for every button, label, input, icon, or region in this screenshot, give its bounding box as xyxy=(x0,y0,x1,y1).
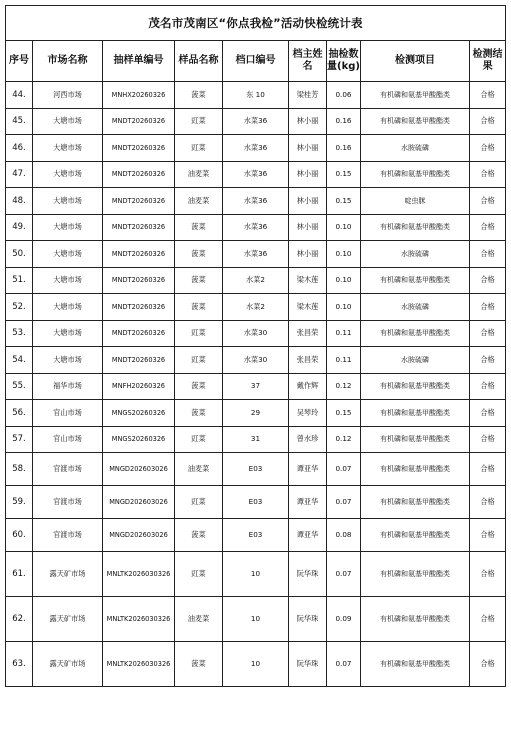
test-item: 有机磷和氨基甲酸酯类 xyxy=(361,453,470,486)
table-row xyxy=(6,267,506,294)
market-name: 河西市场 xyxy=(33,82,103,109)
header-owner: 档主姓名 xyxy=(289,41,327,82)
test-result: 合格 xyxy=(470,597,506,642)
owner-name: 梁木莲 xyxy=(289,267,327,294)
test-item: 有机磷和氨基甲酸酯类 xyxy=(361,642,470,687)
owner-name: 曾水珍 xyxy=(289,426,327,453)
table-row xyxy=(6,486,506,519)
sample-quantity: 0.16 xyxy=(327,135,361,162)
table-row xyxy=(6,552,506,597)
table-row xyxy=(6,320,506,347)
test-result: 合格 xyxy=(470,161,506,188)
market-name: 官山市场 xyxy=(33,426,103,453)
test-item: 有机磷和氨基甲酸酯类 xyxy=(361,400,470,427)
test-item: 啶虫脒 xyxy=(361,188,470,215)
row-number: 50. xyxy=(6,241,33,268)
sample-quantity: 0.07 xyxy=(327,642,361,687)
table-row xyxy=(6,597,506,642)
row-number: 58. xyxy=(6,453,33,486)
test-result: 合格 xyxy=(470,426,506,453)
test-item: 有机磷和氨基甲酸酯类 xyxy=(361,486,470,519)
stall-number: 水菜36 xyxy=(223,241,289,268)
sample-quantity: 0.15 xyxy=(327,188,361,215)
header-stall: 档口编号 xyxy=(223,41,289,82)
table-row xyxy=(6,294,506,321)
row-number: 53. xyxy=(6,320,33,347)
sample-quantity: 0.08 xyxy=(327,519,361,552)
table-row xyxy=(6,347,506,374)
test-item: 有机磷和氨基甲酸酯类 xyxy=(361,552,470,597)
sample-code: MNDT20260326 xyxy=(103,267,175,294)
row-number: 54. xyxy=(6,347,33,374)
owner-name: 林小丽 xyxy=(289,135,327,162)
sample-name: 油麦菜 xyxy=(175,188,223,215)
header-market: 市场名称 xyxy=(33,41,103,82)
test-item: 有机磷和氨基甲酸酯类 xyxy=(361,108,470,135)
test-item: 水胺硫磷 xyxy=(361,347,470,374)
row-number: 47. xyxy=(6,161,33,188)
table-row xyxy=(6,108,506,135)
market-name: 大塘市场 xyxy=(33,135,103,162)
row-number: 45. xyxy=(6,108,33,135)
row-number: 46. xyxy=(6,135,33,162)
market-name: 官渡市场 xyxy=(33,519,103,552)
stall-number: 水菜36 xyxy=(223,188,289,215)
header-sample: 样品名称 xyxy=(175,41,223,82)
sample-code: MNLTK2026030326 xyxy=(103,552,175,597)
owner-name: 林小丽 xyxy=(289,161,327,188)
table-row xyxy=(6,642,506,687)
test-result: 合格 xyxy=(470,552,506,597)
market-name: 大塘市场 xyxy=(33,320,103,347)
stall-number: E03 xyxy=(223,486,289,519)
row-number: 56. xyxy=(6,400,33,427)
test-item: 有机磷和氨基甲酸酯类 xyxy=(361,161,470,188)
stall-number: 水菜36 xyxy=(223,214,289,241)
test-result: 合格 xyxy=(470,400,506,427)
market-name: 露天矿市场 xyxy=(33,552,103,597)
sample-quantity: 0.10 xyxy=(327,294,361,321)
sample-code: MNDT20260326 xyxy=(103,320,175,347)
row-number: 57. xyxy=(6,426,33,453)
sample-name: 豇菜 xyxy=(175,552,223,597)
test-item: 水胺硫磷 xyxy=(361,294,470,321)
test-item: 有机磷和氨基甲酸酯类 xyxy=(361,373,470,400)
stall-number: E03 xyxy=(223,453,289,486)
test-result: 合格 xyxy=(470,294,506,321)
test-result: 合格 xyxy=(470,373,506,400)
row-number: 44. xyxy=(6,82,33,109)
sample-code: MNLTK2026030326 xyxy=(103,597,175,642)
stall-number: 水菜36 xyxy=(223,108,289,135)
stall-number: E03 xyxy=(223,519,289,552)
sample-name: 菠菜 xyxy=(175,373,223,400)
sample-name: 菠菜 xyxy=(175,400,223,427)
test-result: 合格 xyxy=(470,241,506,268)
sample-code: MNDT20260326 xyxy=(103,241,175,268)
sample-code: MNDT20260326 xyxy=(103,135,175,162)
table-body xyxy=(6,82,506,687)
sample-quantity: 0.15 xyxy=(327,400,361,427)
table-row xyxy=(6,400,506,427)
market-name: 大塘市场 xyxy=(33,241,103,268)
market-name: 大塘市场 xyxy=(33,347,103,374)
table-row xyxy=(6,373,506,400)
row-number: 51. xyxy=(6,267,33,294)
market-name: 大塘市场 xyxy=(33,214,103,241)
owner-name: 戴作辉 xyxy=(289,373,327,400)
header-result: 检测结果 xyxy=(470,41,506,82)
stall-number: 29 xyxy=(223,400,289,427)
table-row xyxy=(6,161,506,188)
test-item: 有机磷和氨基甲酸酯类 xyxy=(361,267,470,294)
row-number: 59. xyxy=(6,486,33,519)
sample-quantity: 0.10 xyxy=(327,241,361,268)
sample-quantity: 0.11 xyxy=(327,347,361,374)
market-name: 大塘市场 xyxy=(33,294,103,321)
owner-name: 谭亚华 xyxy=(289,453,327,486)
row-number: 49. xyxy=(6,214,33,241)
header-no: 序号 xyxy=(6,41,33,82)
test-item: 有机磷和氨基甲酸酯类 xyxy=(361,597,470,642)
market-name: 大塘市场 xyxy=(33,161,103,188)
test-item: 有机磷和氨基甲酸酯类 xyxy=(361,82,470,109)
sample-name: 菠菜 xyxy=(175,214,223,241)
sample-code: MNFH20260326 xyxy=(103,373,175,400)
sample-name: 菠菜 xyxy=(175,267,223,294)
test-result: 合格 xyxy=(470,642,506,687)
market-name: 露天矿市场 xyxy=(33,642,103,687)
stall-number: 水菜36 xyxy=(223,161,289,188)
table-row xyxy=(6,82,506,109)
table-row xyxy=(6,135,506,162)
table-row xyxy=(6,188,506,215)
row-number: 61. xyxy=(6,552,33,597)
market-name: 露天矿市场 xyxy=(33,597,103,642)
stall-number: 10 xyxy=(223,597,289,642)
sample-code: MNGS20260326 xyxy=(103,400,175,427)
test-result: 合格 xyxy=(470,267,506,294)
sample-quantity: 0.12 xyxy=(327,426,361,453)
stall-number: 水菜2 xyxy=(223,294,289,321)
test-item: 有机磷和氨基甲酸酯类 xyxy=(361,320,470,347)
market-name: 官山市场 xyxy=(33,400,103,427)
sample-code: MNGD202603026 xyxy=(103,486,175,519)
header-code: 抽样单编号 xyxy=(103,41,175,82)
owner-name: 林小丽 xyxy=(289,108,327,135)
sample-code: MNDT20260326 xyxy=(103,108,175,135)
test-result: 合格 xyxy=(470,347,506,374)
table-row xyxy=(6,241,506,268)
test-result: 合格 xyxy=(470,135,506,162)
stall-number: 东 10 xyxy=(223,82,289,109)
sample-quantity: 0.07 xyxy=(327,486,361,519)
sample-name: 油麦菜 xyxy=(175,161,223,188)
test-item: 水胺硫磷 xyxy=(361,241,470,268)
owner-name: 梁木莲 xyxy=(289,294,327,321)
sample-quantity: 0.11 xyxy=(327,320,361,347)
sample-name: 豇菜 xyxy=(175,135,223,162)
test-result: 合格 xyxy=(470,320,506,347)
header-qty: 抽检数量(kg) xyxy=(327,41,361,82)
table-row xyxy=(6,453,506,486)
sample-code: MNGS20260326 xyxy=(103,426,175,453)
sample-name: 菠菜 xyxy=(175,82,223,109)
stall-number: 37 xyxy=(223,373,289,400)
stall-number: 水菜30 xyxy=(223,347,289,374)
sample-name: 豇菜 xyxy=(175,426,223,453)
row-number: 60. xyxy=(6,519,33,552)
inspection-table xyxy=(5,5,506,687)
market-name: 官渡市场 xyxy=(33,486,103,519)
sample-code: MNGD202603026 xyxy=(103,519,175,552)
sample-code: MNDT20260326 xyxy=(103,294,175,321)
sample-code: MNDT20260326 xyxy=(103,214,175,241)
owner-name: 梁桂芳 xyxy=(289,82,327,109)
market-name: 大塘市场 xyxy=(33,188,103,215)
table-row xyxy=(6,214,506,241)
sample-name: 菠菜 xyxy=(175,241,223,268)
sample-code: MNDT20260326 xyxy=(103,347,175,374)
owner-name: 林小丽 xyxy=(289,214,327,241)
sample-quantity: 0.06 xyxy=(327,82,361,109)
owner-name: 张昌荣 xyxy=(289,320,327,347)
owner-name: 张昌荣 xyxy=(289,347,327,374)
sample-quantity: 0.10 xyxy=(327,267,361,294)
owner-name: 谭亚华 xyxy=(289,519,327,552)
sample-code: MNGD202603026 xyxy=(103,453,175,486)
owner-name: 阮华珠 xyxy=(289,597,327,642)
test-result: 合格 xyxy=(470,453,506,486)
sample-quantity: 0.16 xyxy=(327,108,361,135)
sample-quantity: 0.07 xyxy=(327,552,361,597)
owner-name: 阮华珠 xyxy=(289,552,327,597)
sample-name: 菠菜 xyxy=(175,294,223,321)
owner-name: 谭亚华 xyxy=(289,486,327,519)
sample-name: 豇菜 xyxy=(175,108,223,135)
test-result: 合格 xyxy=(470,188,506,215)
row-number: 55. xyxy=(6,373,33,400)
test-item: 水胺硫磷 xyxy=(361,135,470,162)
stall-number: 水菜2 xyxy=(223,267,289,294)
sample-name: 油麦菜 xyxy=(175,453,223,486)
stall-number: 10 xyxy=(223,642,289,687)
sample-code: MNHX20260326 xyxy=(103,82,175,109)
sample-name: 豇菜 xyxy=(175,347,223,374)
test-result: 合格 xyxy=(470,108,506,135)
row-number: 63. xyxy=(6,642,33,687)
sample-quantity: 0.07 xyxy=(327,453,361,486)
sample-quantity: 0.15 xyxy=(327,161,361,188)
sample-name: 豇菜 xyxy=(175,486,223,519)
market-name: 官渡市场 xyxy=(33,453,103,486)
sample-name: 油麦菜 xyxy=(175,597,223,642)
owner-name: 吴琴玲 xyxy=(289,400,327,427)
market-name: 大塘市场 xyxy=(33,108,103,135)
test-result: 合格 xyxy=(470,82,506,109)
market-name: 福华市场 xyxy=(33,373,103,400)
table-title: 茂名市茂南区“你点我检”活动快检统计表 xyxy=(6,6,506,41)
inspection-sheet xyxy=(5,5,505,687)
sample-code: MNDT20260326 xyxy=(103,188,175,215)
test-result: 合格 xyxy=(470,214,506,241)
owner-name: 林小丽 xyxy=(289,188,327,215)
header-item: 检测项目 xyxy=(361,41,470,82)
sample-name: 菠菜 xyxy=(175,642,223,687)
stall-number: 水菜30 xyxy=(223,320,289,347)
row-number: 52. xyxy=(6,294,33,321)
stall-number: 10 xyxy=(223,552,289,597)
test-item: 有机磷和氨基甲酸酯类 xyxy=(361,426,470,453)
sample-name: 菠菜 xyxy=(175,519,223,552)
market-name: 大塘市场 xyxy=(33,267,103,294)
sample-code: MNLTK2026030326 xyxy=(103,642,175,687)
sample-quantity: 0.12 xyxy=(327,373,361,400)
stall-number: 31 xyxy=(223,426,289,453)
header-row xyxy=(6,41,506,82)
stall-number: 水菜36 xyxy=(223,135,289,162)
test-item: 有机磷和氨基甲酸酯类 xyxy=(361,519,470,552)
sample-code: MNDT20260326 xyxy=(103,161,175,188)
table-row xyxy=(6,519,506,552)
owner-name: 林小丽 xyxy=(289,241,327,268)
test-result: 合格 xyxy=(470,519,506,552)
sample-quantity: 0.09 xyxy=(327,597,361,642)
sample-quantity: 0.10 xyxy=(327,214,361,241)
owner-name: 阮华珠 xyxy=(289,642,327,687)
row-number: 62. xyxy=(6,597,33,642)
sample-name: 豇菜 xyxy=(175,320,223,347)
table-row xyxy=(6,426,506,453)
test-result: 合格 xyxy=(470,486,506,519)
row-number: 48. xyxy=(6,188,33,215)
test-item: 有机磷和氨基甲酸酯类 xyxy=(361,214,470,241)
